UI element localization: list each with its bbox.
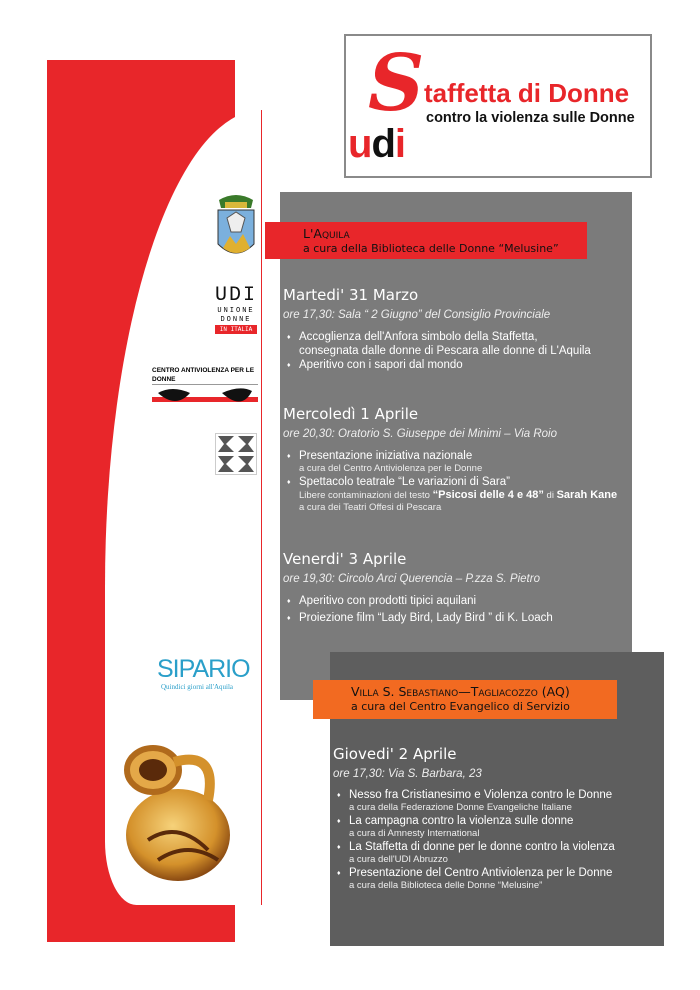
event-when: ore 19,30: Circolo Arci Querencia – P.zza S. Pietro	[283, 573, 540, 585]
list-item: ♦ Accoglienza dell'Anfora simbolo della Staffetta, consegnata dalle donne di Pescara alle donne di L'Aquila	[283, 330, 628, 358]
sipario-logo: SIPARIO Quindici giorni all'Aquila	[157, 655, 250, 691]
event-day: Venerdi' 3 Aprile	[283, 550, 407, 568]
logo-s: S	[368, 38, 425, 129]
logo-title: taffetta di Donne	[424, 78, 630, 108]
list-item: ♦ Spettacolo teatrale “Le variazioni di Sara” Libere contaminazioni del testo “Psicosi delle 4 e 48” di Sarah Kane a cura dei Teatri Offesi di Pescara	[283, 475, 628, 514]
event-day: Mercoledì 1 Aprile	[283, 405, 419, 423]
event-day: Martedi' 31 Marzo	[283, 286, 419, 304]
list-item: ♦ Nesso fra Cristianesimo e Violenza contro le Donne a cura della Federazione Donne Evangeliche Italiane	[333, 788, 663, 814]
cross-emblem-icon	[215, 433, 257, 475]
provincia-coat-of-arms-icon	[215, 192, 257, 262]
laquila-header	[265, 222, 587, 259]
event-2-aprile	[333, 745, 663, 892]
section-organizer: a cura della Biblioteca delle Donne “Melusine”	[303, 242, 559, 255]
list-item: ♦ Aperitivo con i sapori dal mondo	[283, 358, 628, 372]
section-organizer: a cura del Centro Evangelico di Servizio	[351, 700, 570, 713]
section-place: L'Aquila	[303, 226, 350, 241]
logo-subtitle: contro la violenza sulle Donne	[426, 110, 635, 126]
event-day: Giovedi' 2 Aprile	[333, 745, 457, 763]
event-when: ore 17,30: Via S. Barbara, 23	[333, 768, 482, 780]
amphora-image	[108, 740, 236, 885]
logo-udi: udi	[348, 122, 405, 166]
udi-logo: UDI UNIONE DONNE IN ITALIA	[215, 285, 257, 340]
list-item: ♦ Proiezione film “Lady Bird, Lady Bird ” di K. Loach	[283, 611, 628, 625]
event-when: ore 20,30: Oratorio S. Giuseppe dei Minimi – Via Roio	[283, 428, 558, 440]
tagliacozzo-header	[313, 680, 617, 719]
staffetta-logo	[344, 34, 652, 178]
list-item: ♦ Presentazione del Centro Antiviolenza per le Donne a cura della Biblioteca delle Donne “Melusine”	[333, 866, 663, 892]
event-31-marzo	[283, 286, 628, 372]
event-3-aprile	[283, 550, 628, 625]
section-place: Villa S. Sebastiano—Tagliacozzo (AQ)	[351, 684, 570, 699]
list-item: ♦ La Staffetta di donne per le donne contro la violenza a cura dell'UDI Abruzzo	[333, 840, 663, 866]
list-item: ♦ Aperitivo con prodotti tipici aquilani	[283, 594, 628, 608]
list-item: ♦ Presentazione iniziativa nazionale a cura del Centro Antiviolenza per le Donne	[283, 449, 628, 475]
centro-antiviolenza-logo: CENTRO ANTIVIOLENZA PER LE DONNE	[152, 366, 258, 408]
list-item: ♦ La campagna contro la violenza sulle donne a cura di Amnesty International	[333, 814, 663, 840]
event-1-aprile	[283, 405, 628, 514]
event-when: ore 17,30: Sala “ 2 Giugno” del Consiglio Provinciale	[283, 309, 551, 321]
